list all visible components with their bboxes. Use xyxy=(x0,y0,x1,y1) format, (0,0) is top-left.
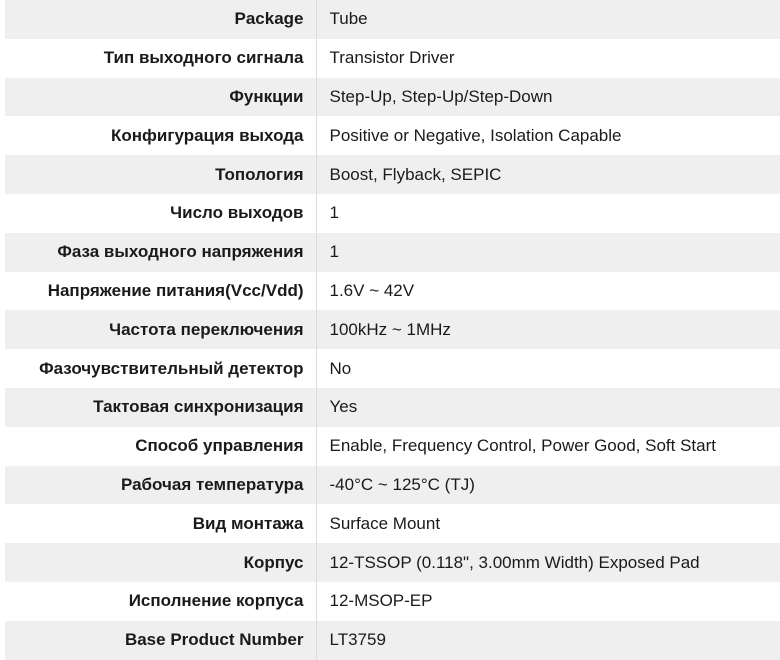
spec-row xyxy=(5,543,780,582)
spec-label: Исполнение корпуса xyxy=(5,582,316,621)
spec-value: Boost, Flyback, SEPIC xyxy=(329,164,502,184)
spec-row xyxy=(5,116,780,155)
spec-value: No xyxy=(329,358,352,378)
spec-value: Transistor Driver xyxy=(329,48,455,68)
spec-value: LT3759 xyxy=(329,630,386,650)
spec-label: Фазочувствительный детектор xyxy=(5,349,316,388)
spec-label: Package xyxy=(5,0,316,39)
spec-row xyxy=(5,39,780,78)
spec-label: Base Product Number xyxy=(5,621,316,660)
spec-label: Корпус xyxy=(5,543,316,582)
spec-row xyxy=(5,621,780,660)
spec-row xyxy=(5,310,780,349)
spec-label: Фаза выходного напряжения xyxy=(5,233,316,272)
spec-value: Enable, Frequency Control, Power Good, Soft Start xyxy=(329,436,716,456)
spec-label: Способ управления xyxy=(5,427,316,466)
spec-label: Топология xyxy=(5,155,316,194)
spec-label: Напряжение питания(Vcc/Vdd) xyxy=(5,272,316,311)
spec-row xyxy=(5,233,780,272)
spec-row xyxy=(5,466,780,505)
spec-label: Функции xyxy=(5,78,316,117)
spec-row xyxy=(5,194,780,233)
spec-row xyxy=(5,78,780,117)
spec-value: Yes xyxy=(329,397,358,417)
spec-table xyxy=(5,0,780,660)
spec-value: 12-TSSOP (0.118", 3.00mm Width) Exposed Pad xyxy=(329,552,700,572)
spec-row xyxy=(5,582,780,621)
spec-value: 1 xyxy=(329,242,339,262)
spec-label: Частота переключения xyxy=(5,310,316,349)
spec-table-body xyxy=(5,0,780,660)
spec-label: Тактовая синхронизация xyxy=(5,388,316,427)
spec-value: Positive or Negative, Isolation Capable xyxy=(329,125,622,145)
spec-value: 1.6V ~ 42V xyxy=(329,280,415,300)
spec-value: Tube xyxy=(329,9,368,29)
spec-value: 1 xyxy=(329,203,339,223)
spec-value: 12-MSOP-EP xyxy=(329,591,433,611)
spec-row xyxy=(5,272,780,311)
spec-value: 100kHz ~ 1MHz xyxy=(329,319,451,339)
spec-row xyxy=(5,427,780,466)
spec-label: Вид монтажа xyxy=(5,504,316,543)
spec-row xyxy=(5,0,780,39)
spec-row xyxy=(5,155,780,194)
spec-label: Конфигурация выхода xyxy=(5,116,316,155)
spec-label: Число выходов xyxy=(5,194,316,233)
spec-row xyxy=(5,504,780,543)
spec-label: Рабочая температура xyxy=(5,466,316,505)
spec-row xyxy=(5,388,780,427)
spec-value: Step-Up, Step-Up/Step-Down xyxy=(329,86,553,106)
spec-row xyxy=(5,349,780,388)
spec-label: Тип выходного сигнала xyxy=(5,39,316,78)
spec-value: Surface Mount xyxy=(329,513,441,533)
spec-value: -40°C ~ 125°C (TJ) xyxy=(329,474,475,494)
